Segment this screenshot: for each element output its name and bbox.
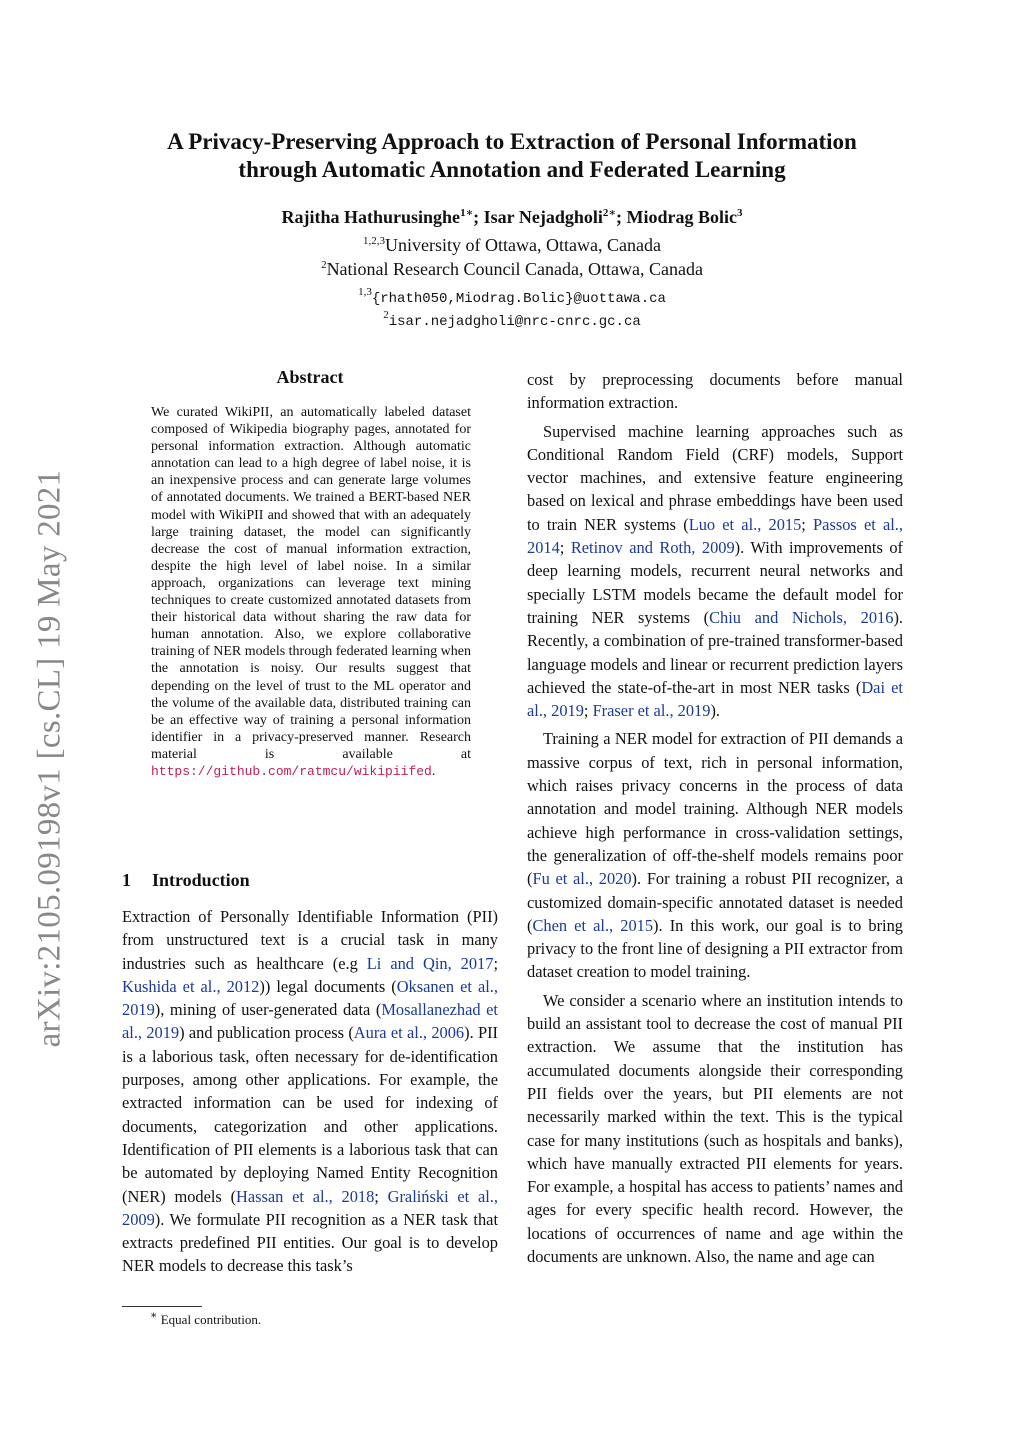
- email-2-mark: 2: [383, 309, 389, 321]
- author-2-mark: 2∗: [602, 207, 616, 219]
- citation-link[interactable]: Fraser et al., 2019: [592, 701, 711, 721]
- section-title: Introduction: [152, 870, 250, 890]
- author-3: Miodrag Bolic: [626, 207, 737, 227]
- paragraph-1: cost by preprocessing documents before manual information extraction.: [527, 370, 903, 413]
- citation-link[interactable]: Dai et al., 2019: [527, 677, 903, 721]
- affiliation-1-text: University of Ottawa, Ottawa, Canada: [385, 235, 661, 255]
- title-line-1: A Privacy-Preserving Approach to Extraction of Personal Information: [167, 129, 857, 154]
- abstract-text: We curated WikiPII, an automatically labeled dataset composed of Wikipedia biography pages, annotated for personal information extraction. Although automatic annotation can lead to a high degree of label noise, it is an inexpensive process and can generate large volumes of annotated documents. We trained a BERT-based NER model with WikiPII and showed that with an adequately large training dataset, the model can significantly decrease the cost of manual information extraction, despite the high level of label noise. In a similar approach, organizations can leverage text mining techniques to create customized annotated datasets from their historical data without sharing the raw data for human annotation. Also, we explore collaborative training of NER models through federated learning when the annotation is noisy. Our results suggest that depending on the level of trust to the ML operator and the volume of the available data, distributed training can be an effective way of training a personal information identifier in a privacy-preserved manner. Research material is available at: [151, 405, 471, 762]
- citation-link[interactable]: Chiu and Nichols, 2016: [709, 607, 894, 627]
- affiliation-1: [80, 233, 944, 257]
- citation-link[interactable]: Aura et al., 2006: [353, 1023, 465, 1043]
- footnote-rule: [122, 1306, 202, 1307]
- citation-link[interactable]: Retinov and Roth, 2009: [570, 538, 735, 558]
- abstract-body: We curated WikiPII, an automatically labeled dataset composed of Wikipedia biography pages, annotated for personal information extraction. Although automatic annotation can lead to a high degree of label noise, it is an inexpensive process and can generate large volumes of annotated documents. We trained a BERT-based NER model with WikiPII and showed that with an adequately large training dataset, the model can significantly decrease the cost of manual information extraction, despite the high level of label noise. In a similar approach, organizations can leverage text mining techniques to create customized annotated datasets from their historical data without sharing the raw data for human annotation. Also, we explore collaborative training of NER models through federated learning when the annotation is noisy. Our results suggest that depending on the level of trust to the ML operator and the volume of the available data, distributed training can be an effective way of training a personal information identifier in a privacy-preserved manner. Research material is available at https://github.com/ratmcu/wikipiifed.: [151, 405, 471, 779]
- email-2: [80, 307, 944, 334]
- repo-link[interactable]: https://github.com/ratmcu/wikipiifed: [151, 763, 432, 779]
- citation-link[interactable]: Mosallanezhad et al., 2019: [122, 1000, 498, 1043]
- paragraph-2: Supervised machine learning approaches such as Conditional Random Field (CRF) models, Support vector machines, and extensive feature engineering based on lexical and phrase embeddings have been used to train NER systems (Luo et al., 2015; Passos et al., 2014; Retinov and Roth, 2009). With improvements of deep learning models, recurrent neural networks and specially LSTM models became the default model for training NER systems (Chiu and Nichols, 2016). Recently, a combination of pre-trained transformer-based language models and linear or recurrent prediction layers achieved the state-of-the-art in most NER tasks (Dai et al., 2019; Fraser et al., 2019).: [527, 421, 903, 721]
- affiliation-2-mark: 2: [321, 259, 327, 271]
- author-2: Isar Nejadgholi: [483, 207, 603, 227]
- abstract-heading: Abstract: [276, 367, 344, 387]
- section-heading: [122, 870, 250, 891]
- citation-link[interactable]: Graliński et al., 2009: [122, 1186, 498, 1229]
- section-number: 1: [122, 870, 131, 890]
- citation-link[interactable]: Luo et al., 2015: [688, 514, 802, 534]
- paragraph-4: We consider a scenario where an institution intends to build an assistant tool to decrease the cost of manual PII extraction. We assume that the institution has accumulated documents alongside their corresponding PII fields over the years, but PII elements are not necessarily marked within the text. This is the typical case for many institutions (such as hospitals and banks), which have manually extracted PII elements for years. For example, a hospital has access to patients’ names and ages for every specific health record. However, the locations of occurrences of name and age within the documents are unknown. Also, the name and age can: [527, 990, 903, 1266]
- citation-link[interactable]: Hassan et al., 2018: [236, 1186, 375, 1206]
- citation-link[interactable]: Fu et al., 2020: [532, 869, 632, 889]
- affiliation-1-mark: 1,2,3: [363, 235, 386, 247]
- footnote-text: Equal contribution.: [160, 1312, 262, 1327]
- author-list: Rajitha Hathurusinghe$^{1∗}$; Isar Nejadgholi$^{2∗}$; Miodrag Bolic$^3$: [281, 207, 743, 227]
- citation-link[interactable]: Oksanen et al., 2019: [122, 976, 498, 1020]
- email-1-text: {rhath050,Miodrag.Bolic}@uottawa.ca: [371, 291, 666, 307]
- intro-paragraph: Extraction of Personally Identifiable Information (PII) from unstructured text is a crucial task in many industries such as healthcare (e.g Li and Qin, 2017; Kushida et al., 2012)) legal documents (Oksanen et al., 2019), mining of user-generated data (Mosallanezhad et al., 2019) and publication process (Aura et al., 2006). PII is a laborious task, often necessary for de-identification purposes, among other applications. For example, the extracted information can be used for indexing of documents, categorization and other applications. Identification of PII elements is a laborious task that can be automated by deploying Named Entity Recognition (NER) models (Hassan et al., 2018; Graliński et al., 2009). We formulate PII recognition as a NER task that extracts predefined PII entities. Our goal is to develop NER models to decrease this task’s: [122, 907, 499, 1276]
- citation-link[interactable]: Li and Qin, 2017: [366, 953, 494, 973]
- footnote: [150, 1309, 262, 1328]
- paper-title: [80, 128, 944, 184]
- affiliation-2-text: National Research Council Canada, Ottawa, Canada: [326, 259, 703, 279]
- citation-link[interactable]: Kushida et al., 2012: [122, 976, 260, 996]
- email-1-mark: 1,3: [358, 286, 372, 298]
- author-1-mark: 1∗: [460, 207, 474, 219]
- footnote-mark: ∗: [150, 1309, 158, 1322]
- citation-link[interactable]: Passos et al., 2014: [527, 514, 903, 558]
- paragraph-3: Training a NER model for extraction of PII demands a massive corpus of text, rich in personal information, which raises privacy concerns in the process of data annotation and model training. Although NER models achieve high performance in cross-validation settings, the generalization of off-the-shelf models remains poor (Fu et al., 2020). For training a robust PII recognizer, a customized domain-specific annotated dataset is needed (Chen et al., 2015). In this work, our goal is to bring privacy to the front line of designing a PII extractor from dataset creation to model training.: [527, 729, 903, 982]
- author-1: Rajitha Hathurusinghe: [281, 207, 461, 227]
- author-3-mark: 3: [736, 207, 743, 219]
- email-2-text: isar.nejadgholi@nrc-cnrc.gc.ca: [388, 314, 641, 330]
- title-line-2: through Automatic Annotation and Federated Learning: [238, 157, 786, 182]
- citation-link[interactable]: Chen et al., 2015: [532, 915, 654, 935]
- affiliation-2: [80, 257, 944, 281]
- arxiv-identifier: arXiv:2105.09198v1 [cs.CL] 19 May 2021: [31, 469, 68, 1048]
- right-column: [527, 368, 903, 1268]
